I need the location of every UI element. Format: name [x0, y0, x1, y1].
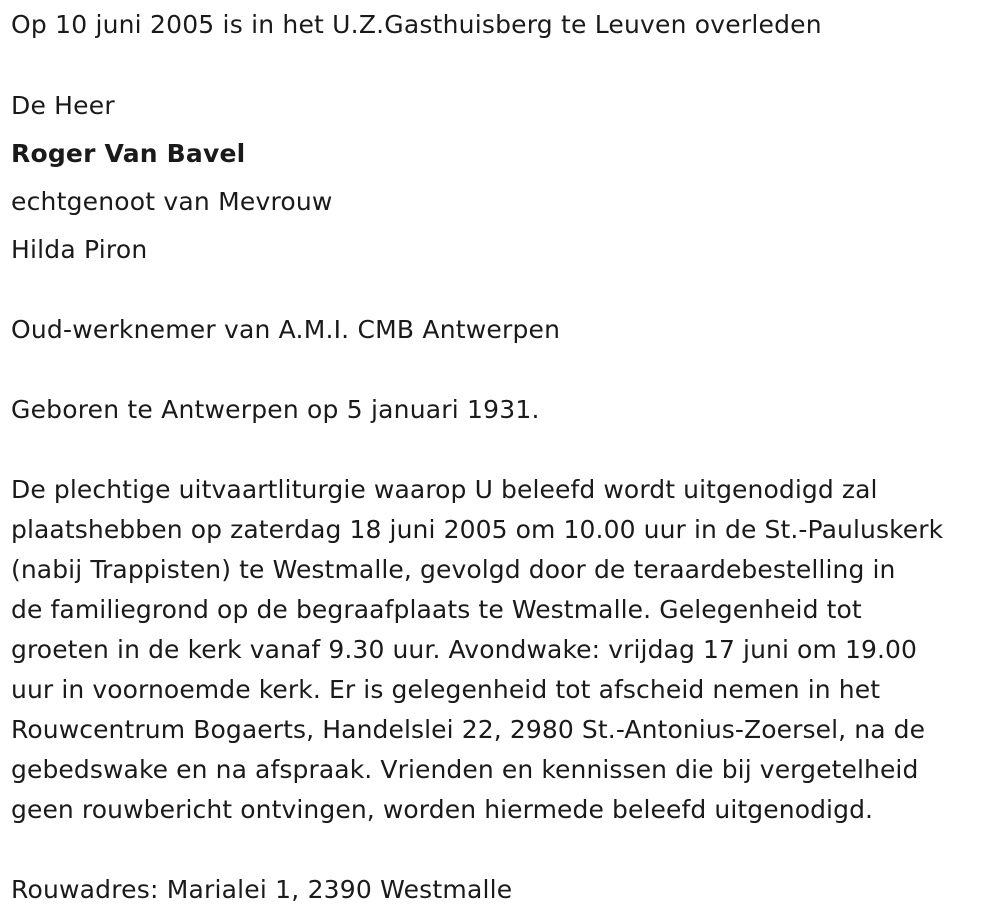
ceremony-line: gebedswake en na afspraak. Vrienden en kennissen die bij vergetelheid	[11, 755, 919, 784]
ceremony-line: uur in voornoemde kerk. Er is gelegenheid tot afscheid nemen in het	[11, 675, 881, 704]
ceremony-line: Rouwcentrum Bogaerts, Handelslei 22, 2980 St.-Antonius-Zoersel, na de	[11, 715, 926, 744]
deceased-name: Roger Van Bavel	[11, 139, 246, 168]
birth-line: Geboren te Antwerpen op 5 januari 1931.	[11, 395, 540, 424]
salutation: De Heer	[11, 91, 115, 120]
ceremony-line: groeten in de kerk vanaf 9.30 uur. Avondwake: vrijdag 17 juni om 19.00	[11, 635, 918, 664]
ceremony-line: geen rouwbericht ontvingen, worden hiermede beleefd uitgenodigd.	[11, 795, 874, 824]
spouse-line-2: Hilda Piron	[11, 235, 148, 264]
ceremony-line: (nabij Trappisten) te Westmalle, gevolgd door de teraardebestelling in	[11, 555, 896, 584]
intro-line: Op 10 juni 2005 is in het U.Z.Gasthuisberg te Leuven overleden	[11, 10, 822, 39]
ceremony-line: De plechtige uitvaartliturgie waarop U beleefd wordt uitgenodigd zal	[11, 475, 878, 504]
occupation-line: Oud-werknemer van A.M.I. CMB Antwerpen	[11, 315, 561, 344]
ceremony-paragraph	[11, 470, 996, 830]
ceremony-line: de familiegrond op de begraafplaats te Westmalle. Gelegenheid tot	[11, 595, 862, 624]
address-line: Rouwadres: Marialei 1, 2390 Westmalle	[11, 875, 513, 904]
spouse-line-1: echtgenoot van Mevrouw	[11, 187, 333, 216]
ceremony-line: plaatshebben op zaterdag 18 juni 2005 om 10.00 uur in de St.-Pauluskerk	[11, 515, 944, 544]
